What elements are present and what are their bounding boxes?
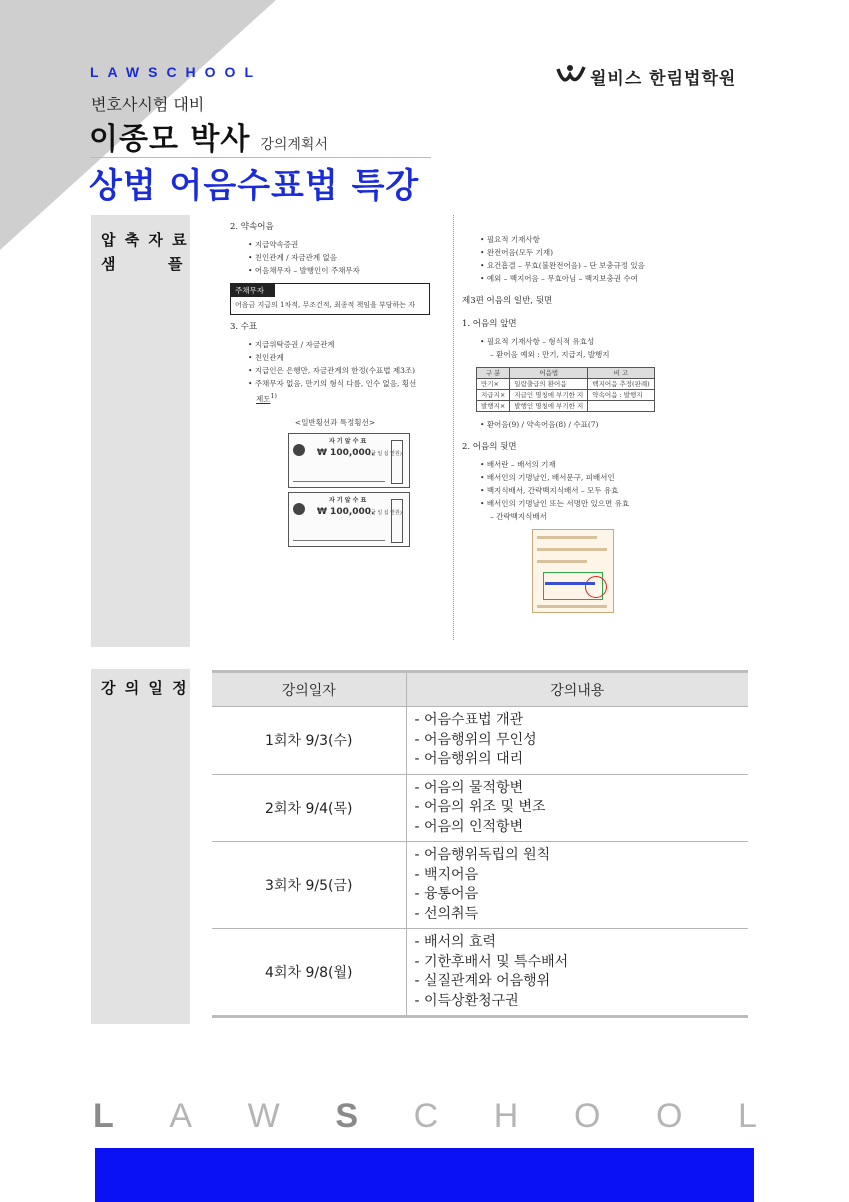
sample-line: • 지급위탁증권 / 자금관계 (248, 340, 335, 349)
table-row (212, 842, 748, 929)
table-row (212, 707, 748, 775)
session-content: - 어음의 물적항변 - 어음의 위조 및 변조 - 어음의 인적항변 (406, 774, 748, 842)
schedule-table (212, 670, 748, 1018)
footer-letter: O (655, 1097, 683, 1135)
footer-letter: A (169, 1097, 193, 1135)
sample-line: • 지급인은 은행만, 자금관계의 한정(수표법 제3조) (248, 366, 416, 375)
sample-line: • 필요적 기재사항 (480, 235, 540, 244)
session-date: 1회차 9/3(수) (212, 707, 406, 775)
footer-bar (95, 1148, 754, 1202)
sample-line: • 요건흠결 – 무효(불완전어음) – 단 보충규정 있음 (480, 261, 645, 270)
col-header-date: 강의일자 (212, 672, 406, 707)
sample-line: • 백지식배서, 간략백지식배서 – 모두 유효 (480, 486, 619, 495)
sample-line: • 어음채무자 – 발행인이 주채무자 (248, 266, 360, 275)
sample-line: • 친인관계 (248, 353, 284, 362)
sample-line: • 완전어음(모두 기재) (480, 248, 554, 257)
footer-letter: H (493, 1097, 519, 1135)
sample-heading: 2. 약속어음 (230, 222, 274, 232)
sample-line: • 환어음(9) / 약속어음(8) / 수표(7) (480, 420, 599, 429)
schedule-label: 강 의 일 정 (101, 679, 189, 697)
sample-label-line2a: 샘 (101, 255, 116, 273)
sample-line: • 배서인의 기명날인, 배서문구, 피배서인 (480, 473, 615, 482)
check-image: 자 기 앞 수 표 ₩ 100,000. (금 일 십 만원) (288, 492, 410, 547)
instructor-name: 이종모 박사 (89, 122, 251, 157)
sample-heading: 1. 어음의 앞면 (462, 319, 517, 329)
logo-mark-icon (556, 63, 586, 89)
schedule-header-row (212, 672, 748, 707)
doc-type: 강의계획서 (260, 137, 328, 153)
footer-letter: S (335, 1097, 359, 1135)
sample-line: • 주채무자 없음, 만기의 형식 다름, 인수 없음, 횡선 (248, 379, 417, 388)
footer-letter: L (93, 1097, 114, 1135)
sample-line: – 환어음 예외 : 만기, 지급지, 발행지 (490, 350, 610, 359)
sample-left-column (230, 215, 450, 551)
sample-page (210, 215, 680, 645)
session-date: 2회차 9/4(목) (212, 774, 406, 842)
sample-table: 구 분 어음법 비 고 만기× 일람출급의 환어음 백지어음 추정(판례) 지급지× 지급인 명칭에 부기한 지 약속어음 : 발행지 발행지× 발행인 명칭에 부기한 지 (476, 367, 655, 412)
session-content: - 배서의 효력 - 기한후배서 및 특수배서 - 실질관계와 어음행위 - 이득상환청구권 (406, 929, 748, 1017)
definition-body: 어음금 지급의 1차적, 무조건적, 최종적 책임을 부담하는 자 (235, 301, 416, 309)
footer-wordmark (93, 1097, 757, 1136)
sample-label-box (91, 215, 190, 647)
sample-column-divider (453, 215, 454, 640)
footer-letter: W (247, 1097, 280, 1135)
sample-label-line1: 압 축 자 료 (101, 231, 189, 249)
table-row (212, 929, 748, 1017)
sample-line: 제도$^{1)}$ (256, 393, 277, 404)
sample-line: • 친인관계 / 자금관계 없음 (248, 253, 337, 262)
academy-logo (556, 63, 736, 89)
sample-line: • 배서인의 기명날인 또는 서명만 있으면 유효 (480, 499, 630, 508)
sample-heading: 제3편 어음의 일반, 뒷면 (462, 296, 553, 306)
col-header-content: 강의내용 (406, 672, 748, 707)
schedule-label-box (91, 669, 190, 1024)
course-title: 상법 어음수표법 특강 (89, 166, 420, 206)
footer-letter: O (573, 1097, 601, 1135)
sample-label-line2b: 플 (168, 255, 183, 273)
check-caption: <일반횡선과 특정횡선> (294, 417, 376, 427)
endorsement-image (532, 529, 614, 613)
brand-wordmark: LAWSCHOOL (90, 64, 262, 80)
check-image: 자 기 앞 수 표 ₩ 100,000. (금 일 십 만원) (288, 433, 410, 488)
instructor-row (89, 114, 328, 158)
session-date: 3회차 9/5(금) (212, 842, 406, 929)
sample-right-column (462, 215, 680, 613)
definition-head: 주채무자 (231, 284, 275, 297)
exam-subtitle: 변호사시험 대비 (91, 95, 205, 114)
sample-line: • 배서란 – 배서의 기재 (480, 460, 556, 469)
table-row (212, 774, 748, 842)
session-content: - 어음수표법 개관 - 어음행위의 무인성 - 어음행위의 대리 (406, 707, 748, 775)
logo-text: 윌비스 한림법학원 (590, 68, 737, 89)
sample-line: – 간략백지식배서 (490, 512, 547, 521)
sample-heading: 3. 수표 (230, 322, 258, 332)
sample-line: • 지급약속증권 (248, 240, 299, 249)
session-date: 4회차 9/8(월) (212, 929, 406, 1017)
sample-definition-box (230, 283, 430, 315)
session-content: - 어음행위독립의 원칙 - 백지어음 - 융통어음 - 선의취득 (406, 842, 748, 929)
sample-line: • 필요적 기재사항 – 형식적 유효성 (480, 337, 595, 346)
sample-line: • 예외 – 백지어음 – 무효아님 – 백지보충권 수여 (480, 274, 638, 283)
sample-heading: 2. 어음의 뒷면 (462, 442, 517, 452)
footer-letter: C (413, 1097, 439, 1135)
footer-letter: L (738, 1097, 757, 1135)
